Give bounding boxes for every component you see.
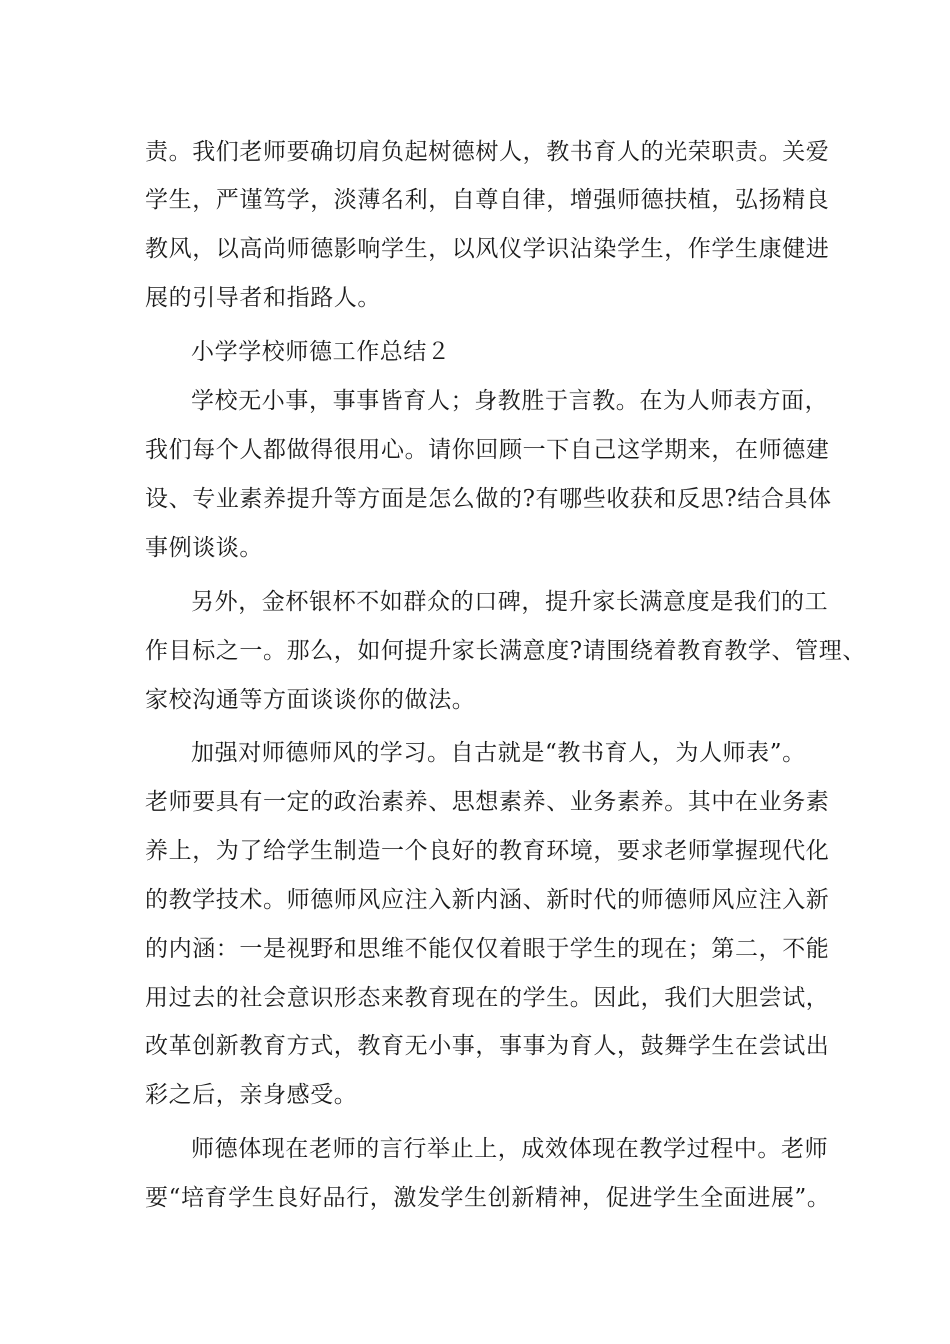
text-line: 改革创新教育方式，教育无小事，事事为育人，鼓舞学生在尝试出 <box>145 1033 830 1059</box>
text-line: 的内涵：一是视野和思维不能仅仅着眼于学生的现在；第二，不能 <box>145 936 830 962</box>
text-line: 加强对师德师风的学习。自古就是“教书育人，为人师表”。 <box>191 740 806 766</box>
text-line: 展的引导者和指路人。 <box>145 285 381 311</box>
text-line: 用过去的社会意识形态来教育现在的学生。因此，我们大胆尝试， <box>145 985 830 1011</box>
text-line: 事例谈谈。 <box>145 535 263 561</box>
section-heading: 小学学校师德工作总结２ <box>191 339 451 365</box>
text-line: 要“培育学生良好品行，激发学生创新精神，促进学生全面进展”。 <box>145 1185 831 1211</box>
text-line: 我们每个人都做得很用心。请你回顾一下自己这学期来，在师德建 <box>145 437 830 463</box>
text-line: 家校沟通等方面谈谈你的做法。 <box>145 687 476 713</box>
text-line: 的教学技术。师德师风应注入新内涵、新时代的师德师风应注入新 <box>145 887 830 913</box>
text-line: 教风，以高尚师德影响学生，以风仪学识沾染学生，作学生康健进 <box>145 236 830 262</box>
text-line: 学校无小事，事事皆育人；身教胜于言教。在为人师表方面， <box>191 388 829 414</box>
text-line: 学生，严谨笃学，淡薄名利，自尊自律，增强师德扶植，弘扬精良 <box>145 187 830 213</box>
text-line: 责。我们老师要确切肩负起树德树人，教书育人的光荣职责。关爱 <box>145 139 830 165</box>
text-line: 另外，金杯银杯不如群众的口碑，提升家长满意度是我们的工 <box>191 589 829 615</box>
text-line: 老师要具有一定的政治素养、思想素养、业务素养。其中在业务素 <box>145 789 830 815</box>
text-line: 作目标之一。那么，如何提升家长满意度?请围绕着教育教学、管理、 <box>145 638 866 664</box>
text-line: 师德体现在老师的言行举止上，成效体现在教学过程中。老师 <box>191 1136 829 1162</box>
text-line: 养上，为了给学生制造一个良好的教育环境，要求老师掌握现代化 <box>145 838 830 864</box>
text-line: 设、专业素养提升等方面是怎么做的?有哪些收获和反思?结合具体 <box>145 486 832 512</box>
text-line: 彩之后，亲身感受。 <box>145 1082 358 1108</box>
